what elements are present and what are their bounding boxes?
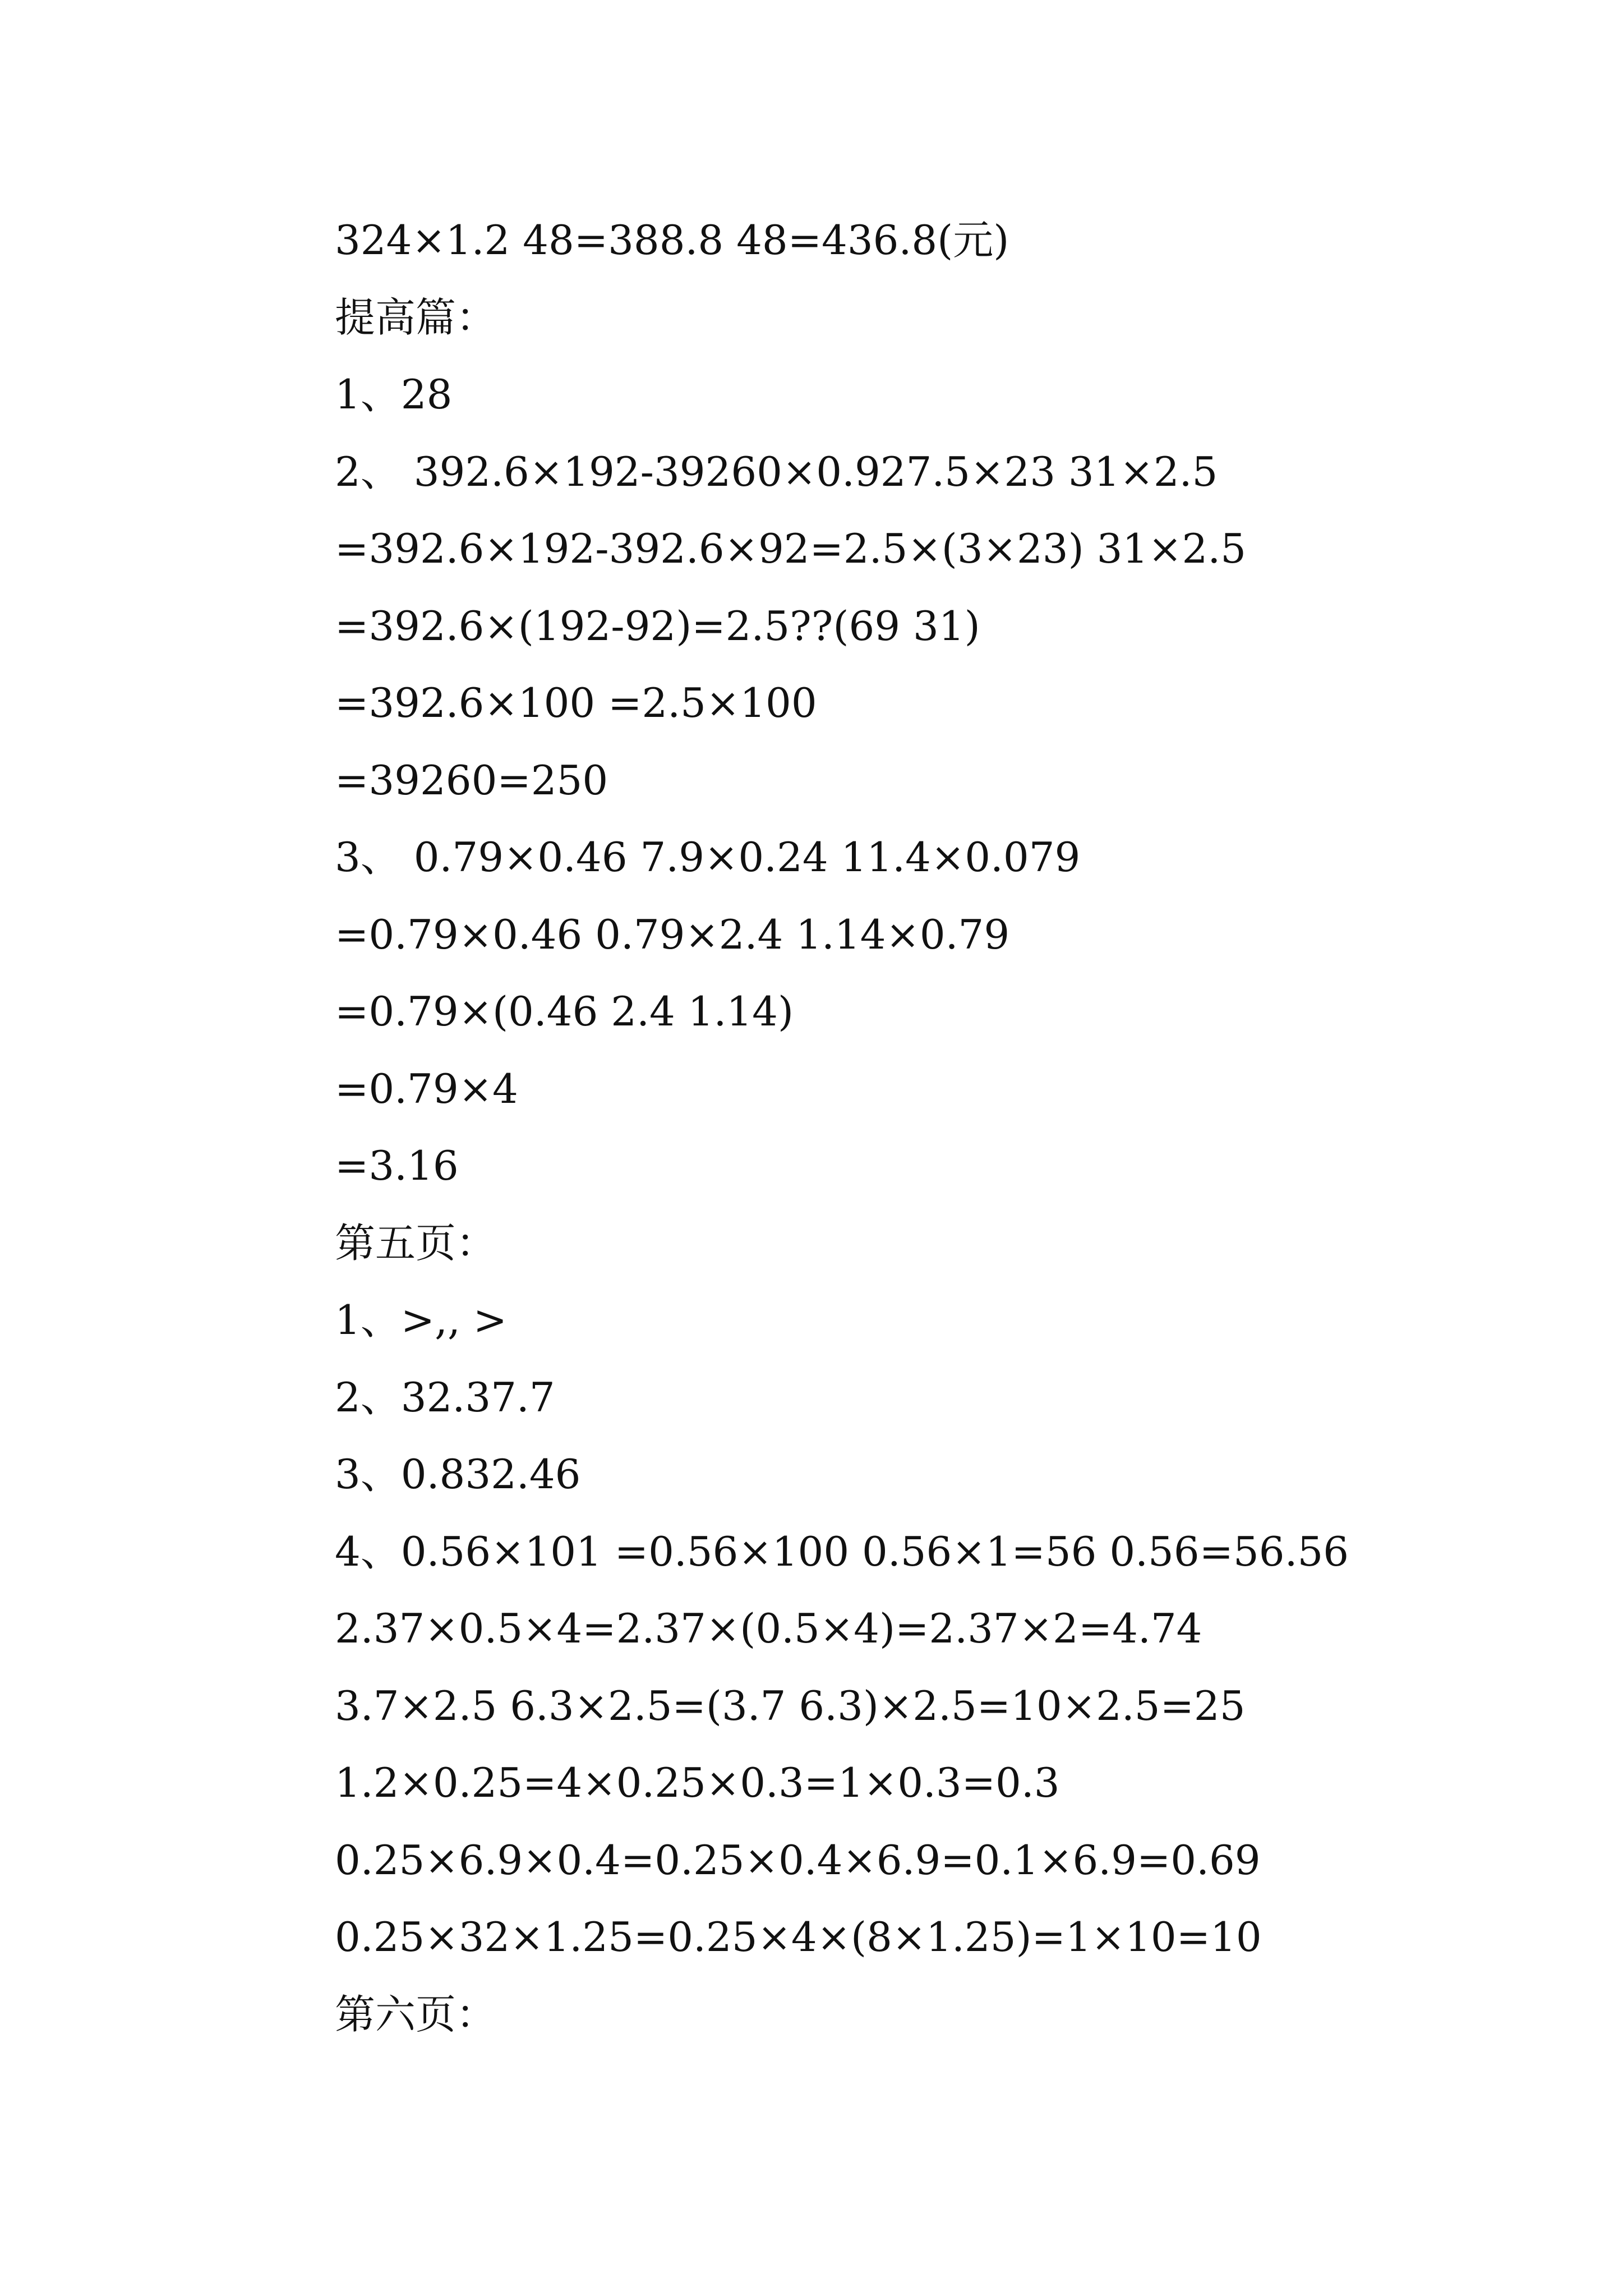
text-line: =392.6×100 =2.5×100 xyxy=(335,679,817,726)
text-line: 3、 0.79×0.46 7.9×0.24 11.4×0.079 xyxy=(335,834,1081,881)
text-line: 2、 392.6×192-39260×0.927.5×23 31×2.5 xyxy=(335,448,1218,495)
text-line: =392.6×(192-92)=2.5??(69 31) xyxy=(335,602,980,650)
text-line: 2、32.37.7 xyxy=(335,1373,555,1421)
text-line: =39260=250 xyxy=(335,756,608,804)
text-line: =392.6×192-392.6×92=2.5×(3×23) 31×2.5 xyxy=(335,525,1247,572)
document-body xyxy=(335,202,1569,2053)
text-line: 1、28 xyxy=(335,371,453,418)
text-line: 3、0.832.46 xyxy=(335,1451,581,1498)
text-line: 3.7×2.5 6.3×2.5=(3.7 6.3)×2.5=10×2.5=25 xyxy=(335,1682,1246,1729)
text-line: 4、0.56×101 =0.56×100 0.56×1=56 0.56=56.56 xyxy=(335,1527,1349,1575)
text-line: =3.16 xyxy=(335,1142,459,1189)
text-line: =0.79×4 xyxy=(335,1065,518,1112)
text-line: 0.25×32×1.25=0.25×4×(8×1.25)=1×10=10 xyxy=(335,1913,1262,1961)
section-heading: 第六页： xyxy=(335,1990,497,2038)
text-line: =0.79×0.46 0.79×2.4 1.14×0.79 xyxy=(335,910,1010,958)
text-line: 2.37×0.5×4=2.37×(0.5×4)=2.37×2=4.74 xyxy=(335,1605,1202,1652)
section-heading: 第五页： xyxy=(335,1219,497,1267)
text-line: =0.79×(0.46 2.4 1.14) xyxy=(335,988,794,1035)
section-heading: 提高篇： xyxy=(335,293,497,341)
text-line: 1、>,, > xyxy=(335,1296,508,1343)
text-line: 0.25×6.9×0.4=0.25×0.4×6.9=0.1×6.9=0.69 xyxy=(335,1836,1261,1884)
text-line: 1.2×0.25=4×0.25×0.3=1×0.3=0.3 xyxy=(335,1759,1060,1806)
text-line: 324×1.2 48=388.8 48=436.8(元) xyxy=(335,217,1009,264)
